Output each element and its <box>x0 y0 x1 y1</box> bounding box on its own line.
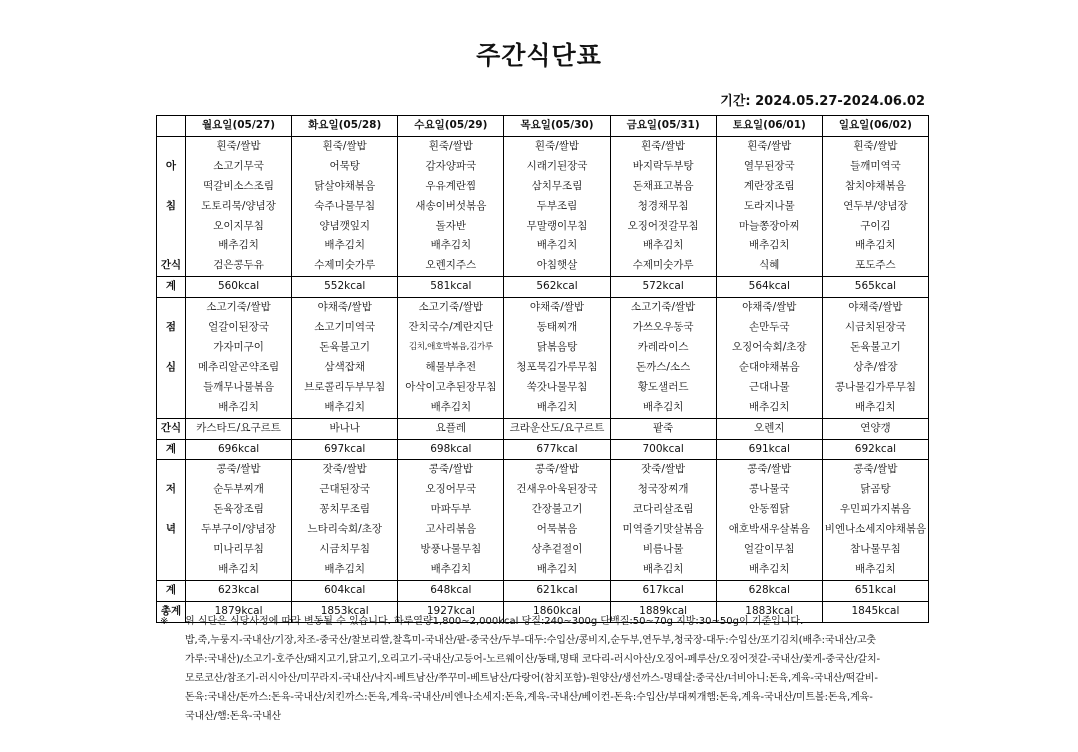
menu-item: 마파두부 <box>398 500 504 520</box>
breakfast-snack-row <box>157 256 929 276</box>
menu-item: 돈육불고기 <box>822 338 928 358</box>
menu-item: 배추김치 <box>292 236 398 256</box>
total-kcal-value: 1879kcal <box>186 601 292 622</box>
menu-item: 닭볶음탕 <box>504 338 610 358</box>
menu-item: 순대야채볶음 <box>716 358 822 378</box>
menu-item: 잣죽/쌀밥 <box>292 460 398 480</box>
dinner-kcal-value: 617kcal <box>610 580 716 601</box>
menu-item: 도라지나물 <box>716 197 822 217</box>
dinner-row <box>157 560 929 580</box>
page-title: 주간식단표 <box>476 41 602 70</box>
menu-item: 배추김치 <box>186 398 292 418</box>
lunch-label <box>157 338 186 358</box>
snack-item: 수제미숫가루 <box>292 256 398 276</box>
day-header: 토요일(06/01) <box>716 116 822 137</box>
breakfast-kcal-value: 562kcal <box>504 277 610 298</box>
dinner-kcal-label: 계 <box>157 580 186 601</box>
menu-item: 배추김치 <box>186 560 292 580</box>
total-kcal-value: 1845kcal <box>822 601 928 622</box>
menu-item: 숙주나물무침 <box>292 197 398 217</box>
dinner-label <box>157 560 186 580</box>
lunch-row <box>157 358 929 378</box>
menu-item: 참치야채볶음 <box>822 177 928 197</box>
menu-item: 소고기미역국 <box>292 318 398 338</box>
menu-item: 비름나물 <box>610 540 716 560</box>
lunch-kcal-value: 696kcal <box>186 439 292 460</box>
snack-item: 오렌지주스 <box>398 256 504 276</box>
day-header: 금요일(05/31) <box>610 116 716 137</box>
menu-item: 소고기죽/쌀밥 <box>186 298 292 318</box>
lunch-snack-value: 카스타드/요구르트 <box>186 418 292 439</box>
menu-item: 배추김치 <box>610 236 716 256</box>
lunch-row <box>157 378 929 398</box>
menu-item: 참나물무침 <box>822 540 928 560</box>
lunch-row <box>157 398 929 418</box>
menu-item: 브로콜리두부무침 <box>292 378 398 398</box>
lunch-kcal-label: 계 <box>157 439 186 460</box>
menu-item: 두부구이/양념장 <box>186 520 292 540</box>
dinner-row <box>157 460 929 480</box>
dinner-label <box>157 460 186 480</box>
menu-item: 배추김치 <box>292 398 398 418</box>
menu-item: 미역줄기맛살볶음 <box>610 520 716 540</box>
dinner-label: 저 <box>157 480 186 500</box>
note-mark: ※ <box>160 616 169 627</box>
lunch-kcal-value: 691kcal <box>716 439 822 460</box>
notes-line <box>160 612 880 631</box>
menu-item: 순두부찌개 <box>186 480 292 500</box>
breakfast-label: 아 <box>157 157 186 177</box>
menu-item: 흰죽/쌀밥 <box>186 136 292 156</box>
total-kcal-value: 1889kcal <box>610 601 716 622</box>
day-header: 수요일(05/29) <box>398 116 504 137</box>
menu-item: 어묵볶음 <box>504 520 610 540</box>
breakfast-row <box>157 236 929 256</box>
menu-item: 쑥갓나물무침 <box>504 378 610 398</box>
total-kcal-value: 1860kcal <box>504 601 610 622</box>
dinner-row <box>157 540 929 560</box>
dinner-label: 녁 <box>157 520 186 540</box>
snack-item: 수제미숫가루 <box>610 256 716 276</box>
day-header: 일요일(06/02) <box>822 116 928 137</box>
menu-item: 잣죽/쌀밥 <box>610 460 716 480</box>
menu-item: 배추김치 <box>398 560 504 580</box>
breakfast-row <box>157 177 929 197</box>
menu-item: 청국장찌개 <box>610 480 716 500</box>
header-row <box>157 116 929 137</box>
breakfast-row <box>157 197 929 217</box>
menu-item: 떡갈비소스조림 <box>186 177 292 197</box>
menu-item: 우유계란찜 <box>398 177 504 197</box>
lunch-label <box>157 398 186 418</box>
menu-item: 야채죽/쌀밥 <box>292 298 398 318</box>
dinner-kcal-value: 648kcal <box>398 580 504 601</box>
menu-item: 감자양파국 <box>398 157 504 177</box>
menu-item: 바지락두부탕 <box>610 157 716 177</box>
origin-note: 밥,죽,누룽지-국내산/기장,차조-중국산/찰보리쌀,찰흑미-국내산/팥-중국산/두부-대두:수입산/콩비지,순두부,연두부,청국장-대두:수입산/포기김치(배추:국내산/고춧가루:국내산)/소고기-호주산/돼지고기,닭고기,오리고기-국내산/고등어-노르웨이산/동태,명태 코다리-러시아산/오징어-페루산/오징어젓갈-국내산/꽃게-중국산/갈치-모로코산/참조기-러시아산/미꾸라지-국내산/낙지-베트남산/쭈꾸미-베트남산/다랑어(참치포함)-원양산/생선까스-명태살:중국산/너비아니:돈육,계육-국내산/떡갈비-돈육:국내산/돈까스:돈육-국내산/치킨까스:돈육,계육-국내산/비엔나소세지:돈육,계육-국내산/베이컨-돈육:수입산/부대찌개햄:돈육,계육-국내산/미트볼:돈육,계육-국내산/햄:돈육-국내산 <box>185 635 881 722</box>
lunch-kcal-value: 697kcal <box>292 439 398 460</box>
dinner-kcal-value: 628kcal <box>716 580 822 601</box>
menu-item: 오이지무침 <box>186 217 292 237</box>
breakfast-row <box>157 136 929 156</box>
dinner-row <box>157 520 929 540</box>
menu-item: 배추김치 <box>716 236 822 256</box>
menu-item: 상추겉절이 <box>504 540 610 560</box>
menu-item: 돈육장조림 <box>186 500 292 520</box>
total-kcal-label: 총계 <box>157 601 186 622</box>
breakfast-kcal-value: 552kcal <box>292 277 398 298</box>
menu-item: 아삭이고추된장무침 <box>398 378 504 398</box>
menu-item: 연두부/양념장 <box>822 197 928 217</box>
menu-item: 배추김치 <box>292 560 398 580</box>
lunch-snack-label: 간식 <box>157 418 186 439</box>
breakfast-kcal-value: 572kcal <box>610 277 716 298</box>
menu-item: 손만두국 <box>716 318 822 338</box>
breakfast-kcal-value: 581kcal <box>398 277 504 298</box>
menu-item: 배추김치 <box>610 398 716 418</box>
menu-item: 상추/쌈장 <box>822 358 928 378</box>
dinner-label <box>157 500 186 520</box>
menu-item: 돈까스/소스 <box>610 358 716 378</box>
menu-item: 흰죽/쌀밥 <box>610 136 716 156</box>
menu-item: 닭곰탕 <box>822 480 928 500</box>
lunch-kcal-value: 700kcal <box>610 439 716 460</box>
breakfast-kcal-value: 565kcal <box>822 277 928 298</box>
total-kcal-value: 1927kcal <box>398 601 504 622</box>
dinner-label <box>157 540 186 560</box>
menu-item: 청포묵김가루무침 <box>504 358 610 378</box>
menu-item: 마늘쫑장아찌 <box>716 217 822 237</box>
menu-item: 흰죽/쌀밥 <box>716 136 822 156</box>
breakfast-label: 침 <box>157 197 186 217</box>
dinner-kcal <box>157 580 929 601</box>
menu-item: 돈채표고볶음 <box>610 177 716 197</box>
lunch-snack-value: 바나나 <box>292 418 398 439</box>
menu-item: 가쓰오우동국 <box>610 318 716 338</box>
menu-item: 배추김치 <box>186 236 292 256</box>
menu-item: 안동찜닭 <box>716 500 822 520</box>
total-kcal-value: 1853kcal <box>292 601 398 622</box>
menu-item: 애호박새우살볶음 <box>716 520 822 540</box>
menu-item: 메추리알곤약조림 <box>186 358 292 378</box>
menu-item: 시금치무침 <box>292 540 398 560</box>
menu-item: 근대된장국 <box>292 480 398 500</box>
menu-item: 오징어숙회/초장 <box>716 338 822 358</box>
menu-item: 배추김치 <box>610 560 716 580</box>
menu-item: 고사리볶음 <box>398 520 504 540</box>
notes <box>160 612 880 726</box>
lunch-kcal-value: 677kcal <box>504 439 610 460</box>
snack-item: 포도주스 <box>822 256 928 276</box>
lunch-snack <box>157 418 929 439</box>
breakfast-label <box>157 217 186 237</box>
menu-item: 시래기된장국 <box>504 157 610 177</box>
menu-item: 삼색잡채 <box>292 358 398 378</box>
breakfast-label <box>157 136 186 156</box>
menu-item: 콩죽/쌀밥 <box>186 460 292 480</box>
menu-item: 소고기죽/쌀밥 <box>610 298 716 318</box>
menu-item: 계란장조림 <box>716 177 822 197</box>
snack-item: 식혜 <box>716 256 822 276</box>
dinner-row <box>157 500 929 520</box>
menu-item: 새송이버섯볶음 <box>398 197 504 217</box>
menu-item: 배추김치 <box>398 236 504 256</box>
menu-item: 배추김치 <box>504 236 610 256</box>
snack-item: 아침햇살 <box>504 256 610 276</box>
dinner-kcal-value: 604kcal <box>292 580 398 601</box>
lunch-snack-value: 요플레 <box>398 418 504 439</box>
breakfast-kcal <box>157 277 929 298</box>
menu-item: 잔치국수/계란지단 <box>398 318 504 338</box>
menu-item: 오징어젓갈무침 <box>610 217 716 237</box>
menu-item: 얼갈이된장국 <box>186 318 292 338</box>
menu-item: 느타리숙회/초장 <box>292 520 398 540</box>
menu-item: 가자미구이 <box>186 338 292 358</box>
day-header: 월요일(05/27) <box>186 116 292 137</box>
menu-item: 돌자반 <box>398 217 504 237</box>
lunch-label: 심 <box>157 358 186 378</box>
menu-item: 삼치무조림 <box>504 177 610 197</box>
menu-item: 흰죽/쌀밥 <box>822 136 928 156</box>
lunch-row <box>157 338 929 358</box>
lunch-row <box>157 318 929 338</box>
dinner-kcal-value: 651kcal <box>822 580 928 601</box>
lunch-snack-value: 팥죽 <box>610 418 716 439</box>
corner-cell <box>157 116 186 137</box>
menu-item: 콩죽/쌀밥 <box>504 460 610 480</box>
menu-item: 카레라이스 <box>610 338 716 358</box>
menu-item: 닭살야채볶음 <box>292 177 398 197</box>
snack-item: 검은콩두유 <box>186 256 292 276</box>
menu-item: 야채죽/쌀밥 <box>822 298 928 318</box>
breakfast-row <box>157 157 929 177</box>
menu-item: 콩죽/쌀밥 <box>716 460 822 480</box>
menu-table <box>156 115 929 623</box>
menu-item: 우민피가지볶음 <box>822 500 928 520</box>
breakfast-label <box>157 236 186 256</box>
menu-item: 배추김치 <box>504 398 610 418</box>
menu-item: 배추김치 <box>716 560 822 580</box>
menu-item: 들깨미역국 <box>822 157 928 177</box>
dinner-row <box>157 480 929 500</box>
menu-item: 흰죽/쌀밥 <box>504 136 610 156</box>
menu-item: 황도샐러드 <box>610 378 716 398</box>
menu-item: 근대나물 <box>716 378 822 398</box>
lunch-snack-value: 크라운산도/요구르트 <box>504 418 610 439</box>
menu-item: 들깨무나물볶음 <box>186 378 292 398</box>
dinner-kcal-value: 621kcal <box>504 580 610 601</box>
lunch-snack-value: 오렌지 <box>716 418 822 439</box>
menu-item: 야채죽/쌀밥 <box>504 298 610 318</box>
menu-item: 건새우아욱된장국 <box>504 480 610 500</box>
lunch-row <box>157 298 929 318</box>
menu-item: 돈육불고기 <box>292 338 398 358</box>
lunch-kcal-value: 692kcal <box>822 439 928 460</box>
menu-item: 방풍나물무침 <box>398 540 504 560</box>
menu-item: 배추김치 <box>822 236 928 256</box>
menu-item: 배추김치 <box>716 398 822 418</box>
menu-item: 콩나물국 <box>716 480 822 500</box>
menu-item: 소고기무국 <box>186 157 292 177</box>
total-kcal-value: 1883kcal <box>716 601 822 622</box>
breakfast-kcal-value: 564kcal <box>716 277 822 298</box>
nutrition-note: 위 식단은 식당사정에 따라 변동될 수 있습니다. 하루열량1,800~2,000kcal 당질:240~300g 단백질:50~70g 지방:30~50g이 기준입니다. <box>185 616 804 627</box>
day-header: 목요일(05/30) <box>504 116 610 137</box>
menu-item: 콩죽/쌀밥 <box>398 460 504 480</box>
menu-item: 흰죽/쌀밥 <box>292 136 398 156</box>
period-label: 기간: 2024.05.27-2024.06.02 <box>720 94 925 109</box>
day-header: 화요일(05/28) <box>292 116 398 137</box>
menu-item: 미나리무침 <box>186 540 292 560</box>
menu-item: 열무된장국 <box>716 157 822 177</box>
lunch-label <box>157 298 186 318</box>
menu-item: 간장불고기 <box>504 500 610 520</box>
menu-item: 시금치된장국 <box>822 318 928 338</box>
menu-item: 배추김치 <box>822 560 928 580</box>
menu-item: 비엔나소세지야채볶음 <box>822 520 928 540</box>
snack-label: 간식 <box>157 256 186 276</box>
lunch-label: 점 <box>157 318 186 338</box>
breakfast-row <box>157 217 929 237</box>
menu-item: 흰죽/쌀밥 <box>398 136 504 156</box>
menu-item: 오징어무국 <box>398 480 504 500</box>
menu-item: 도토리묵/양념장 <box>186 197 292 217</box>
menu-item: 어묵탕 <box>292 157 398 177</box>
menu-item: 콩죽/쌀밥 <box>822 460 928 480</box>
menu-item: 구이김 <box>822 217 928 237</box>
menu-item: 양념깻잎지 <box>292 217 398 237</box>
menu-item: 김치,애호박볶음,김가루 <box>398 338 504 358</box>
menu-item: 청경채무침 <box>610 197 716 217</box>
lunch-label <box>157 378 186 398</box>
menu-item: 배추김치 <box>504 560 610 580</box>
menu-item: 얼갈이무침 <box>716 540 822 560</box>
lunch-snack-value: 연양갱 <box>822 418 928 439</box>
menu-item: 콩나물김가루무침 <box>822 378 928 398</box>
dinner-kcal-value: 623kcal <box>186 580 292 601</box>
menu-item: 코다리살조림 <box>610 500 716 520</box>
lunch-kcal <box>157 439 929 460</box>
breakfast-kcal-value: 560kcal <box>186 277 292 298</box>
menu-item: 배추김치 <box>398 398 504 418</box>
menu-item: 무말랭이무침 <box>504 217 610 237</box>
menu-item: 해물부추전 <box>398 358 504 378</box>
breakfast-label <box>157 177 186 197</box>
lunch-kcal-value: 698kcal <box>398 439 504 460</box>
menu-item: 소고기죽/쌀밥 <box>398 298 504 318</box>
menu-item: 동태찌개 <box>504 318 610 338</box>
menu-item: 야채죽/쌀밥 <box>716 298 822 318</box>
breakfast-kcal-label: 계 <box>157 277 186 298</box>
menu-item: 두부조림 <box>504 197 610 217</box>
menu-item: 꽁치무조림 <box>292 500 398 520</box>
menu-item: 배추김치 <box>822 398 928 418</box>
